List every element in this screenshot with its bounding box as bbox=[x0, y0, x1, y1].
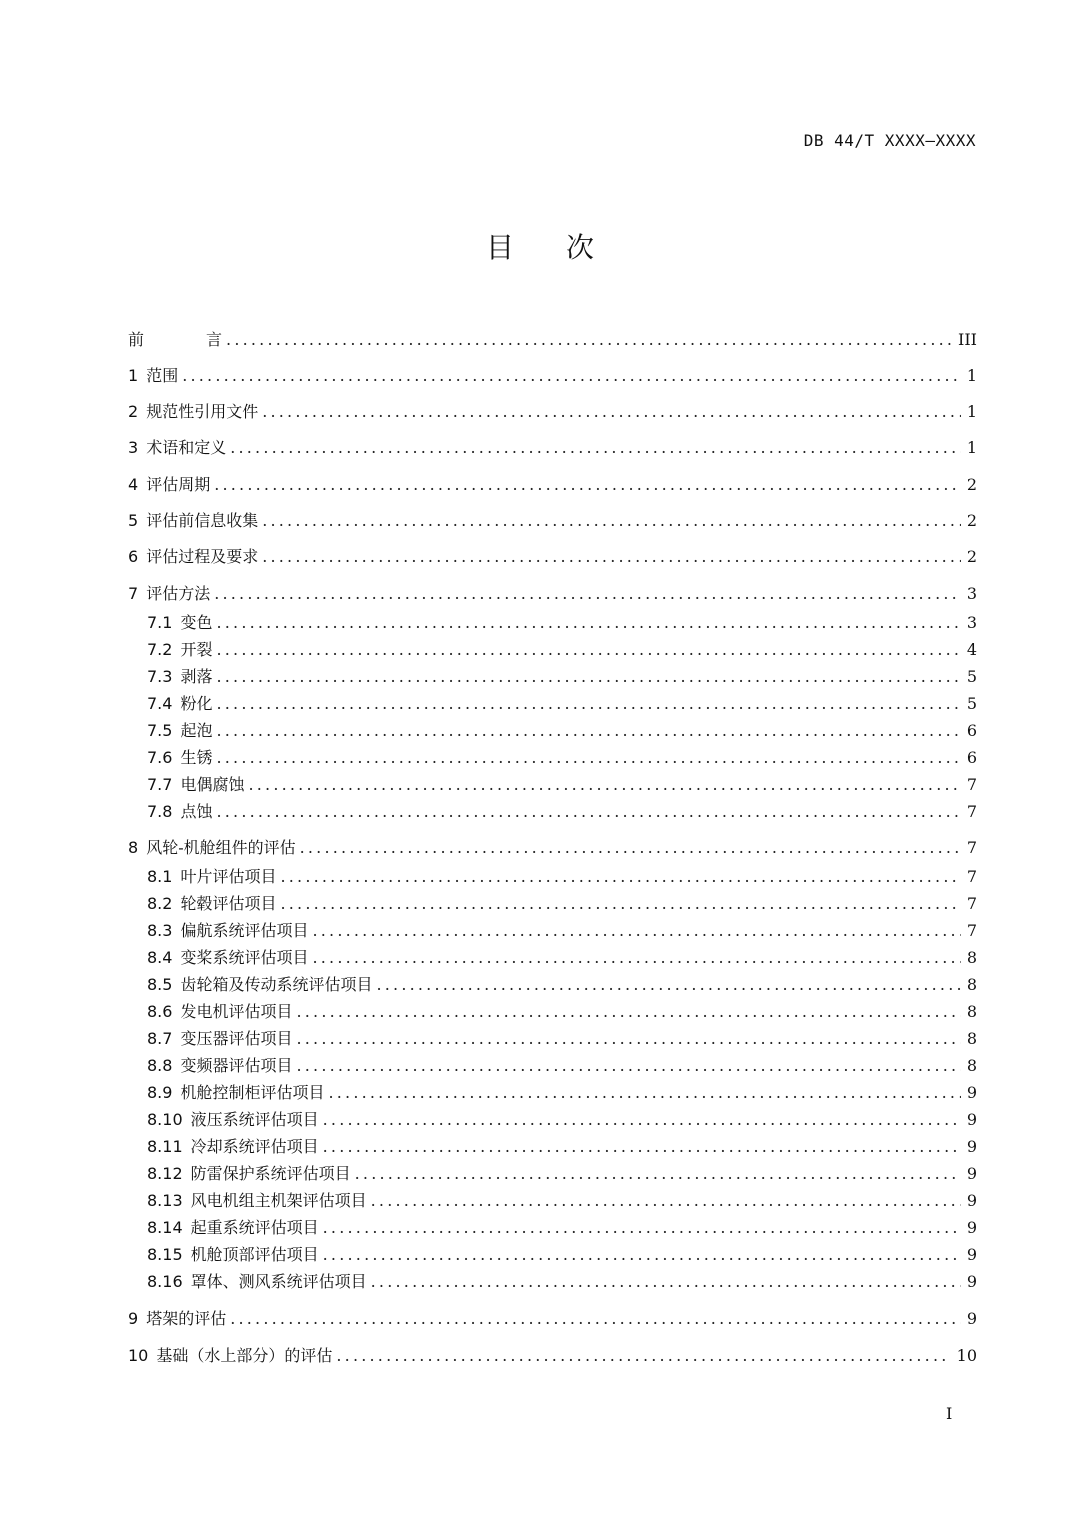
toc-entry-label: 开裂 bbox=[180, 640, 213, 659]
toc-entry-title bbox=[128, 473, 214, 497]
toc-leader-dots bbox=[323, 1216, 961, 1240]
toc-page-number: 9 bbox=[966, 1110, 977, 1129]
toc-subentry[interactable] bbox=[147, 1027, 977, 1051]
toc-entry-number: 2 bbox=[128, 402, 139, 421]
toc-subentry[interactable] bbox=[147, 1270, 977, 1294]
toc-leader-dots bbox=[300, 836, 961, 860]
toc-entry-number: 8.4 bbox=[147, 948, 173, 967]
toc-entry-title bbox=[128, 509, 262, 533]
toc-entry[interactable] bbox=[128, 1307, 977, 1331]
toc-page-number: 6 bbox=[966, 721, 977, 740]
toc-leader-dots bbox=[262, 545, 961, 569]
toc-entry-label: 塔架的评估 bbox=[146, 1309, 227, 1328]
toc-page-number: 5 bbox=[966, 667, 977, 686]
toc-entry-label: 评估方法 bbox=[146, 584, 211, 603]
toc-page-number: 8 bbox=[966, 1002, 977, 1021]
toc-entry[interactable] bbox=[128, 364, 977, 388]
toc-leader-dots bbox=[214, 473, 961, 497]
toc-entry[interactable] bbox=[128, 582, 977, 606]
toc-entry-number: 7.6 bbox=[147, 748, 173, 767]
toc-entry-number: 8.16 bbox=[147, 1272, 183, 1291]
toc-entry-title bbox=[147, 1108, 323, 1132]
toc-entry-label: 起重系统评估项目 bbox=[190, 1218, 319, 1237]
toc-subentry[interactable] bbox=[147, 746, 977, 770]
toc-page-number: III bbox=[958, 330, 977, 349]
toc-entry-title bbox=[147, 611, 216, 635]
toc-entry-label: 防雷保护系统评估项目 bbox=[190, 1164, 351, 1183]
toc-leader-dots bbox=[280, 865, 960, 889]
toc-entry-number: 8.7 bbox=[147, 1029, 173, 1048]
toc-entry-label: 冷却系统评估项目 bbox=[190, 1137, 319, 1156]
toc-entry-title bbox=[147, 973, 376, 997]
toc-entry-title bbox=[147, 892, 280, 916]
toc-entry-number: 8.14 bbox=[147, 1218, 183, 1237]
toc-entry-label: 术语和定义 bbox=[146, 438, 227, 457]
toc-page-number: 7 bbox=[966, 921, 977, 940]
toc-entry-title bbox=[128, 1307, 230, 1331]
toc-entry-number: 7.2 bbox=[147, 640, 173, 659]
toc-entry-label: 变桨系统评估项目 bbox=[180, 948, 309, 967]
toc-entry-number: 7.1 bbox=[147, 613, 173, 632]
toc-entry-title bbox=[147, 773, 248, 797]
toc-leader-dots bbox=[230, 436, 961, 460]
toc-page-number: 8 bbox=[966, 948, 977, 967]
toc-entry-label: 规范性引用文件 bbox=[146, 402, 259, 421]
toc-entry-title bbox=[147, 1216, 323, 1240]
toc-subentry[interactable] bbox=[147, 1081, 977, 1105]
toc-leader-dots bbox=[216, 746, 960, 770]
toc-page-number: 9 bbox=[966, 1272, 977, 1291]
toc-entry-title bbox=[147, 800, 216, 824]
toc-entry-number: 8.3 bbox=[147, 921, 173, 940]
toc-subentry[interactable] bbox=[147, 719, 977, 743]
toc-page-number: 6 bbox=[966, 748, 977, 767]
toc-entry-label: 液压系统评估项目 bbox=[190, 1110, 319, 1129]
toc-leader-dots bbox=[230, 1307, 961, 1331]
title-char-1: 目 bbox=[485, 231, 514, 264]
toc-entry-label: 评估过程及要求 bbox=[146, 547, 259, 566]
toc-entry-number: 9 bbox=[128, 1309, 139, 1328]
toc-entry-title bbox=[147, 1243, 323, 1267]
toc-subentry[interactable] bbox=[147, 800, 977, 824]
toc-leader-dots bbox=[262, 509, 961, 533]
toc-entry-title bbox=[147, 692, 216, 716]
toc-entry-title bbox=[147, 719, 216, 743]
toc-page-number: 9 bbox=[966, 1245, 977, 1264]
toc-entry-number: 3 bbox=[128, 438, 139, 457]
toc-entry-number: 8.15 bbox=[147, 1245, 183, 1264]
toc-entry-label: 变压器评估项目 bbox=[180, 1029, 293, 1048]
toc-entry-title bbox=[128, 582, 214, 606]
toc-entry-number: 8.5 bbox=[147, 975, 173, 994]
toc-subentry[interactable] bbox=[147, 665, 977, 689]
toc-entry-label: 粉化 bbox=[180, 694, 213, 713]
toc-leader-dots bbox=[216, 638, 960, 662]
toc-subentry[interactable] bbox=[147, 1162, 977, 1186]
toc-entry-title bbox=[147, 1270, 371, 1294]
toc-leader-dots bbox=[216, 719, 960, 743]
toc-entry-label: 起泡 bbox=[180, 721, 213, 740]
toc-entry-number: 5 bbox=[128, 511, 139, 530]
toc-page-number: 9 bbox=[966, 1191, 977, 1210]
toc-leader-dots bbox=[182, 364, 961, 388]
toc-page-number: 3 bbox=[966, 613, 977, 632]
toc-entry-title bbox=[147, 1135, 323, 1159]
toc-page-number: 7 bbox=[966, 894, 977, 913]
toc-entry-title bbox=[128, 400, 262, 424]
toc-page-number: 3 bbox=[966, 584, 977, 603]
toc-leader-dots bbox=[216, 611, 960, 635]
toc-page-number: 1 bbox=[966, 438, 977, 457]
toc-leader-dots bbox=[296, 1000, 960, 1024]
toc-entry-number: 8.12 bbox=[147, 1164, 183, 1183]
toc-entry[interactable] bbox=[128, 473, 977, 497]
toc-page-number: 4 bbox=[966, 640, 977, 659]
toc-leader-dots bbox=[280, 892, 960, 916]
page-title bbox=[0, 226, 1080, 266]
toc-leader-dots bbox=[336, 1344, 950, 1368]
toc-entry-title bbox=[128, 836, 300, 860]
toc-subentry[interactable] bbox=[147, 1000, 977, 1024]
toc-page-number: 1 bbox=[966, 366, 977, 385]
toc-entry-label: 轮毂评估项目 bbox=[180, 894, 277, 913]
toc-entry-label: 评估周期 bbox=[146, 475, 211, 494]
toc-page-number: 9 bbox=[966, 1218, 977, 1237]
toc-leader-dots bbox=[355, 1162, 961, 1186]
toc-page-number: 7 bbox=[966, 867, 977, 886]
toc-entry-title bbox=[147, 1081, 328, 1105]
toc-leader-dots bbox=[216, 692, 960, 716]
toc-leader-dots bbox=[214, 582, 961, 606]
toc-entry-label: 风轮-机舱组件的评估 bbox=[146, 838, 296, 857]
toc-entry-number: 8.9 bbox=[147, 1083, 173, 1102]
toc-entry-number: 7 bbox=[128, 584, 139, 603]
toc-page-number: 2 bbox=[966, 511, 977, 530]
toc-page-number: 10 bbox=[956, 1346, 977, 1365]
toc-entry[interactable] bbox=[128, 509, 977, 533]
toc-entry[interactable] bbox=[128, 1344, 977, 1368]
toc-leader-dots bbox=[216, 665, 960, 689]
toc-subentry[interactable] bbox=[147, 973, 977, 997]
toc-entry-number: 7.8 bbox=[147, 802, 173, 821]
toc-subentry[interactable] bbox=[147, 1135, 977, 1159]
document-code: DB 44/T XXXX—XXXX bbox=[803, 131, 976, 150]
toc-entry-number: 7.3 bbox=[147, 667, 173, 686]
toc-entry-title bbox=[128, 545, 262, 569]
toc-leader-dots bbox=[262, 400, 961, 424]
toc-entry-title bbox=[128, 328, 226, 352]
toc-subentry[interactable] bbox=[147, 1189, 977, 1213]
toc-entry-number: 8.13 bbox=[147, 1191, 183, 1210]
toc-entry-label: 变频器评估项目 bbox=[180, 1056, 293, 1075]
toc-entry-label: 基础（水上部分）的评估 bbox=[156, 1346, 333, 1365]
toc-subentry[interactable] bbox=[147, 865, 977, 889]
toc-subentry[interactable] bbox=[147, 946, 977, 970]
toc-entry[interactable] bbox=[128, 545, 977, 569]
toc-subentry[interactable] bbox=[147, 773, 977, 797]
toc-entry-title bbox=[128, 364, 182, 388]
toc-entry-label: 范围 bbox=[146, 366, 179, 385]
toc-leader-dots bbox=[216, 800, 960, 824]
toc-page-number: 8 bbox=[966, 975, 977, 994]
toc-leader-dots bbox=[371, 1270, 961, 1294]
toc-preface-char-1: 前 bbox=[128, 330, 145, 349]
toc-leader-dots bbox=[312, 946, 960, 970]
toc-leader-dots bbox=[312, 919, 960, 943]
toc-entry[interactable] bbox=[128, 836, 977, 860]
toc-entry-title bbox=[147, 1054, 296, 1078]
toc-entry-label: 叶片评估项目 bbox=[180, 867, 277, 886]
toc-page-number: 9 bbox=[966, 1309, 977, 1328]
toc-entry-label: 偏航系统评估项目 bbox=[180, 921, 309, 940]
toc-leader-dots bbox=[371, 1189, 961, 1213]
toc-page-number: 8 bbox=[966, 1029, 977, 1048]
toc-page-number: 7 bbox=[966, 775, 977, 794]
toc-leader-dots bbox=[323, 1108, 961, 1132]
toc-entry-number: 10 bbox=[128, 1346, 149, 1365]
toc-entry[interactable] bbox=[128, 400, 977, 424]
title-char-2: 次 bbox=[566, 231, 595, 264]
toc-entry-title bbox=[147, 1189, 371, 1213]
toc-entry-title bbox=[147, 638, 216, 662]
toc-entry-label: 剥落 bbox=[180, 667, 213, 686]
toc-entry-number: 4 bbox=[128, 475, 139, 494]
toc-page-number: 2 bbox=[966, 475, 977, 494]
toc-leader-dots bbox=[226, 328, 952, 352]
toc-page-number: 7 bbox=[966, 802, 977, 821]
toc-entry-label: 变色 bbox=[180, 613, 213, 632]
toc-page-number: 5 bbox=[966, 694, 977, 713]
toc-page-number: 2 bbox=[966, 547, 977, 566]
toc-page-number: 1 bbox=[966, 402, 977, 421]
toc-entry-label: 机舱控制柜评估项目 bbox=[180, 1083, 325, 1102]
toc-entry-number: 8 bbox=[128, 838, 139, 857]
toc-entry-label: 发电机评估项目 bbox=[180, 1002, 293, 1021]
toc-leader-dots bbox=[323, 1135, 961, 1159]
toc-leader-dots bbox=[328, 1081, 960, 1105]
toc-subentry[interactable] bbox=[147, 1243, 977, 1267]
toc-entry-number: 1 bbox=[128, 366, 139, 385]
toc-entry-number: 7.7 bbox=[147, 775, 173, 794]
toc-entry-number: 7.5 bbox=[147, 721, 173, 740]
toc-entry-title bbox=[147, 1027, 296, 1051]
toc-entry-number: 6 bbox=[128, 547, 139, 566]
toc-subentry[interactable] bbox=[147, 638, 977, 662]
toc-subentry[interactable] bbox=[147, 692, 977, 716]
toc-entry-number: 7.4 bbox=[147, 694, 173, 713]
toc-entry-label: 齿轮箱及传动系统评估项目 bbox=[180, 975, 373, 994]
toc-entry-title bbox=[147, 746, 216, 770]
toc-entry-title bbox=[147, 1000, 296, 1024]
toc-entry-number: 8.1 bbox=[147, 867, 173, 886]
toc-entry[interactable] bbox=[128, 436, 977, 460]
toc-entry-number: 8.6 bbox=[147, 1002, 173, 1021]
toc-leader-dots bbox=[296, 1054, 960, 1078]
toc-preface-char-2: 言 bbox=[206, 330, 223, 349]
page-number: I bbox=[946, 1404, 953, 1423]
toc-page-number: 7 bbox=[966, 838, 977, 857]
toc-subentry[interactable] bbox=[147, 919, 977, 943]
toc-page-number: 9 bbox=[966, 1137, 977, 1156]
toc-subentry[interactable] bbox=[147, 1216, 977, 1240]
toc-entry-label: 电偶腐蚀 bbox=[180, 775, 245, 794]
toc-subentry[interactable] bbox=[147, 611, 977, 635]
toc-entry[interactable] bbox=[128, 328, 977, 352]
toc-entry-title bbox=[128, 436, 230, 460]
toc-subentry[interactable] bbox=[147, 1108, 977, 1132]
toc-entry-number: 8.2 bbox=[147, 894, 173, 913]
toc-entry-number: 8.10 bbox=[147, 1110, 183, 1129]
toc-entry-label: 罩体、测风系统评估项目 bbox=[190, 1272, 367, 1291]
toc-subentry[interactable] bbox=[147, 892, 977, 916]
toc-entry-number: 8.11 bbox=[147, 1137, 183, 1156]
toc-subentry[interactable] bbox=[147, 1054, 977, 1078]
toc-entry-label: 生锈 bbox=[180, 748, 213, 767]
toc-leader-dots bbox=[248, 773, 960, 797]
toc-entry-title bbox=[147, 919, 312, 943]
toc-entry-title bbox=[147, 946, 312, 970]
toc-entry-title bbox=[147, 865, 280, 889]
toc-leader-dots bbox=[323, 1243, 961, 1267]
toc-page-number: 8 bbox=[966, 1056, 977, 1075]
toc-entry-title bbox=[128, 1344, 336, 1368]
toc-entry-label: 风电机组主机架评估项目 bbox=[190, 1191, 367, 1210]
toc-entry-title bbox=[147, 1162, 355, 1186]
toc-leader-dots bbox=[296, 1027, 960, 1051]
toc-entry-label: 点蚀 bbox=[180, 802, 213, 821]
toc-entry-label: 机舱顶部评估项目 bbox=[190, 1245, 319, 1264]
toc-page-number: 9 bbox=[966, 1083, 977, 1102]
toc-entry-label: 评估前信息收集 bbox=[146, 511, 259, 530]
toc-leader-dots bbox=[376, 973, 960, 997]
toc-entry-number: 8.8 bbox=[147, 1056, 173, 1075]
toc-page-number: 9 bbox=[966, 1164, 977, 1183]
toc-entry-title bbox=[147, 665, 216, 689]
